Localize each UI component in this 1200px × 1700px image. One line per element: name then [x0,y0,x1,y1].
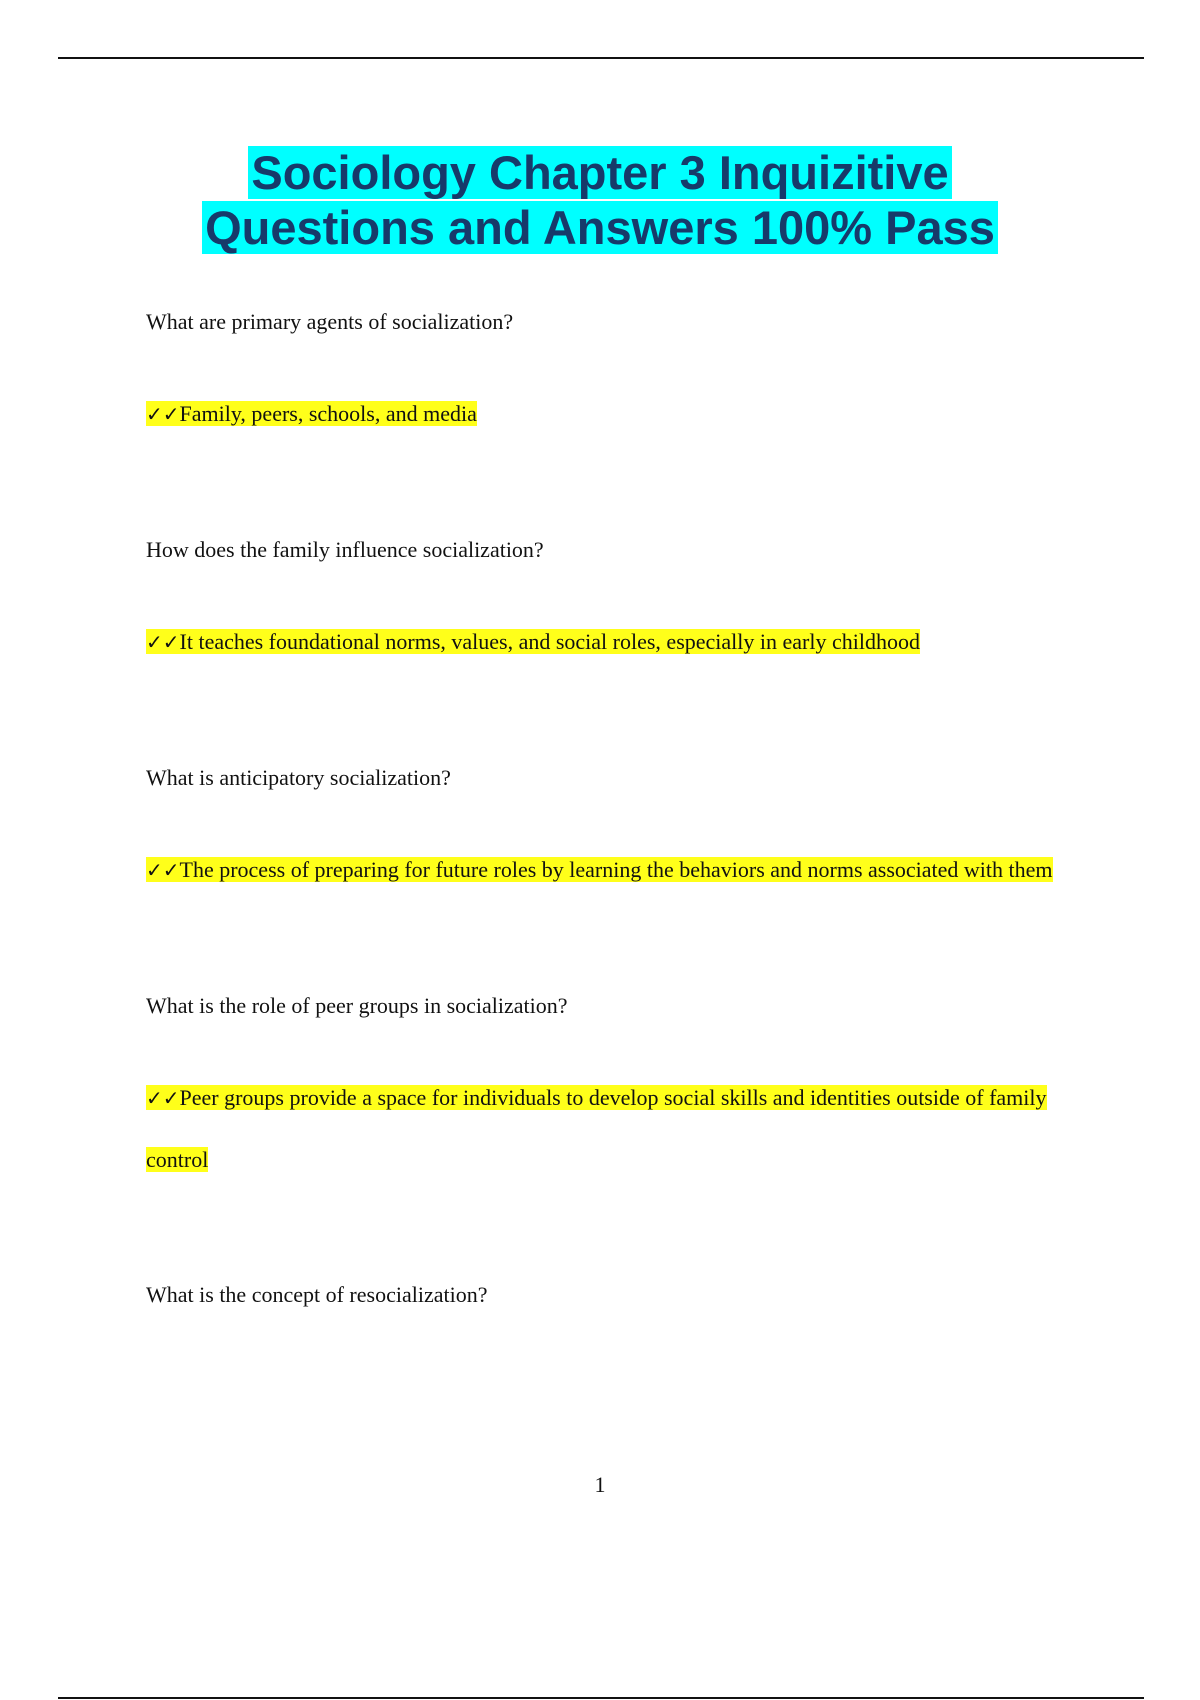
answer-text [146,1067,1076,1190]
qa-list [146,307,1076,1400]
answer-body: It teaches foundational norms, values, and social roles, especially in early childhood [179,629,920,654]
question-text: What are primary agents of socialization? [146,309,514,334]
page-number: 1 [594,1472,606,1497]
answer-text [146,839,1076,901]
answer-body: Family, peers, schools, and media [179,401,477,426]
title-line-2: Questions and Answers 100% Pass [202,201,998,254]
question-text: What is anticipatory socialization? [146,765,451,790]
qa-item [146,535,1076,673]
question-text: How does the family influence socialization? [146,537,544,562]
top-rule [58,57,1144,59]
answer-text [146,383,1076,445]
answer-text [146,611,1076,673]
check-icon: ✓✓ [146,1086,180,1110]
title-line-1: Sociology Chapter 3 Inquizitive [248,146,951,199]
bottom-rule [58,1697,1144,1699]
qa-item [146,991,1076,1190]
answer-body: The process of preparing for future roles by learning the behaviors and norms associated with them [179,857,1053,882]
check-icon: ✓✓ [146,402,180,426]
qa-item [146,1280,1076,1310]
question-text: What is the concept of resocialization? [146,1282,488,1307]
qa-item [146,763,1076,901]
check-icon: ✓✓ [146,858,180,882]
qa-item [146,307,1076,445]
document-title [0,145,1200,255]
answer-body: Peer groups provide a space for individuals to develop social skills and identities outside of family control [146,1085,1047,1172]
question-text: What is the role of peer groups in socialization? [146,993,568,1018]
check-icon: ✓✓ [146,630,180,654]
